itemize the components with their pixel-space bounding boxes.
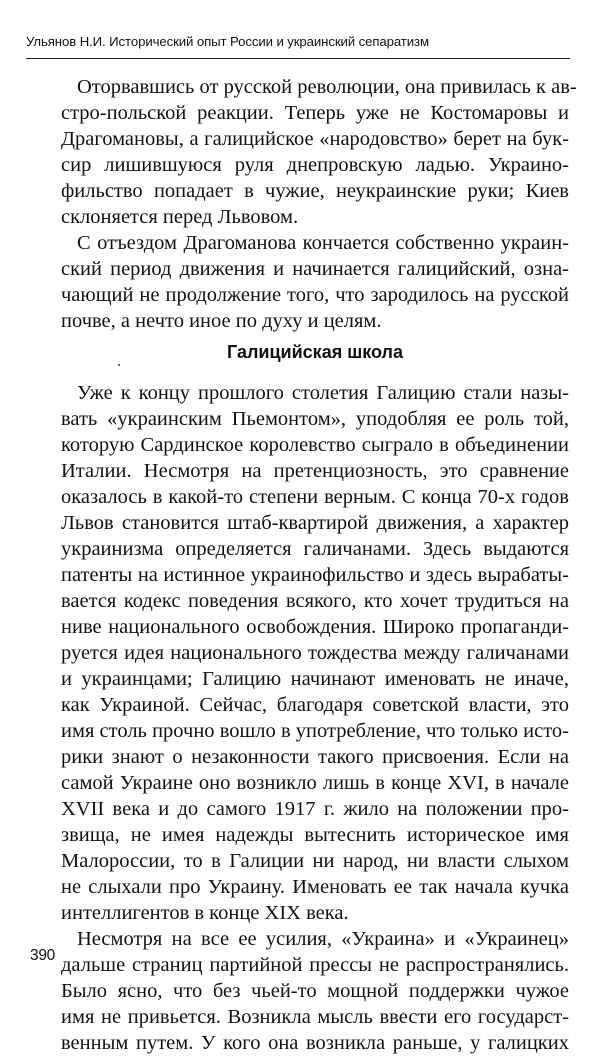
text-block-bottom — [61, 380, 569, 1056]
text-line: самой Украине оно возникло лишь в конце XVI, в начале — [61, 772, 569, 794]
text-line: ниве национального освобождения. Широко пропаганди- — [61, 616, 569, 638]
text-line: руется идея национального тождества между галичанами — [61, 642, 569, 664]
text-line: склоняется перед Львовом. — [61, 206, 299, 228]
text-line: звища, не имея надежды вытеснить историческое имя — [61, 824, 569, 846]
text-line: Было ясно, что без чьей-то мощной поддержки чужое — [61, 980, 569, 1002]
text-line: рики знают о незаконности такого присвоения. Если на — [61, 746, 569, 768]
paragraph-4 — [61, 926, 569, 1056]
text-line: стро-польской реакции. Теперь уже не Костомаровы и — [61, 102, 569, 124]
text-line: имя не привьется. Возникла мысль ввести его государст- — [61, 1006, 569, 1028]
text-line: Италии. Несмотря на претенциозность, это сравнение — [61, 460, 569, 482]
text-line: как Украиной. Сейчас, благодаря советской власти, это — [61, 694, 569, 716]
text-line: имя столь прочно вошло в употребление, что только исто- — [61, 720, 569, 742]
text-line: С отъездом Драгоманова кончается собственно украин- — [77, 232, 569, 254]
section-title: Галицийская школа — [227, 342, 403, 362]
print-speck — [118, 364, 120, 366]
paragraph-2 — [61, 230, 569, 334]
text-line: чающий не продолжение того, что зародилось на русской — [61, 284, 569, 306]
text-line: фильство попадает в чужие, неукраинские руки; Киев — [61, 180, 569, 202]
text-line: XVII века и до самого 1917 г. жило на положении про- — [61, 798, 569, 820]
paragraph-3 — [61, 380, 569, 926]
text-block-top — [61, 74, 577, 334]
text-line: патенты на истинное украинофильство и здесь вырабаты- — [61, 564, 569, 586]
text-line: Оторвавшись от русской революции, она привилась к ав- — [77, 76, 577, 98]
text-line: ский период движения и начинается галицийский, озна- — [61, 258, 569, 280]
running-head: Ульянов Н.И. Исторический опыт России и украинский сепаратизм — [26, 34, 429, 49]
text-line: Уже к концу прошлого столетия Галицию стали назы- — [77, 382, 569, 404]
page-number: 390 — [30, 947, 55, 964]
text-line: которую Сардинское королевство сыграло в объединении — [61, 434, 569, 456]
header-divider — [26, 58, 570, 59]
text-line: почве, а нечто иное по духу и целям. — [61, 310, 382, 332]
text-line: Драгомановы, а галицийское «народовство» берет на бук- — [61, 128, 569, 150]
text-line: не слыхали про Украину. Именовать ее так начала кучка — [61, 876, 569, 898]
text-line: вать «украинским Пьемонтом», уподобляя ее роль той, — [61, 408, 569, 430]
text-line: Малороссии, то в Галиции ни народ, ни власти слыхом — [61, 850, 569, 872]
text-line: Львов становится штаб-квартирой движения, а характер — [61, 512, 569, 534]
text-line: интеллигентов в конце XIX века. — [61, 902, 349, 924]
text-line: оказалось в какой-то степени верным. С конца 70-х годов — [61, 486, 569, 508]
text-line: вается кодекс поведения всякого, кто хочет трудиться на — [61, 590, 569, 612]
text-line: дальше страниц партийной прессы не распространялись. — [61, 954, 569, 976]
text-line: Несмотря на все ее усилия, «Украина» и «Украинец» — [77, 928, 569, 950]
text-line: и украинцами; Галицию начинают именовать не иначе, — [61, 668, 569, 690]
text-line: украинизма определяется галичанами. Здесь выдаются — [61, 538, 569, 560]
text-line: сир лишившуюся руля днепровскую ладью. Украино- — [61, 154, 569, 176]
text-line: венным путем. У кого она возникла раньше, у галицких — [61, 1032, 569, 1054]
paragraph-1 — [61, 74, 577, 230]
